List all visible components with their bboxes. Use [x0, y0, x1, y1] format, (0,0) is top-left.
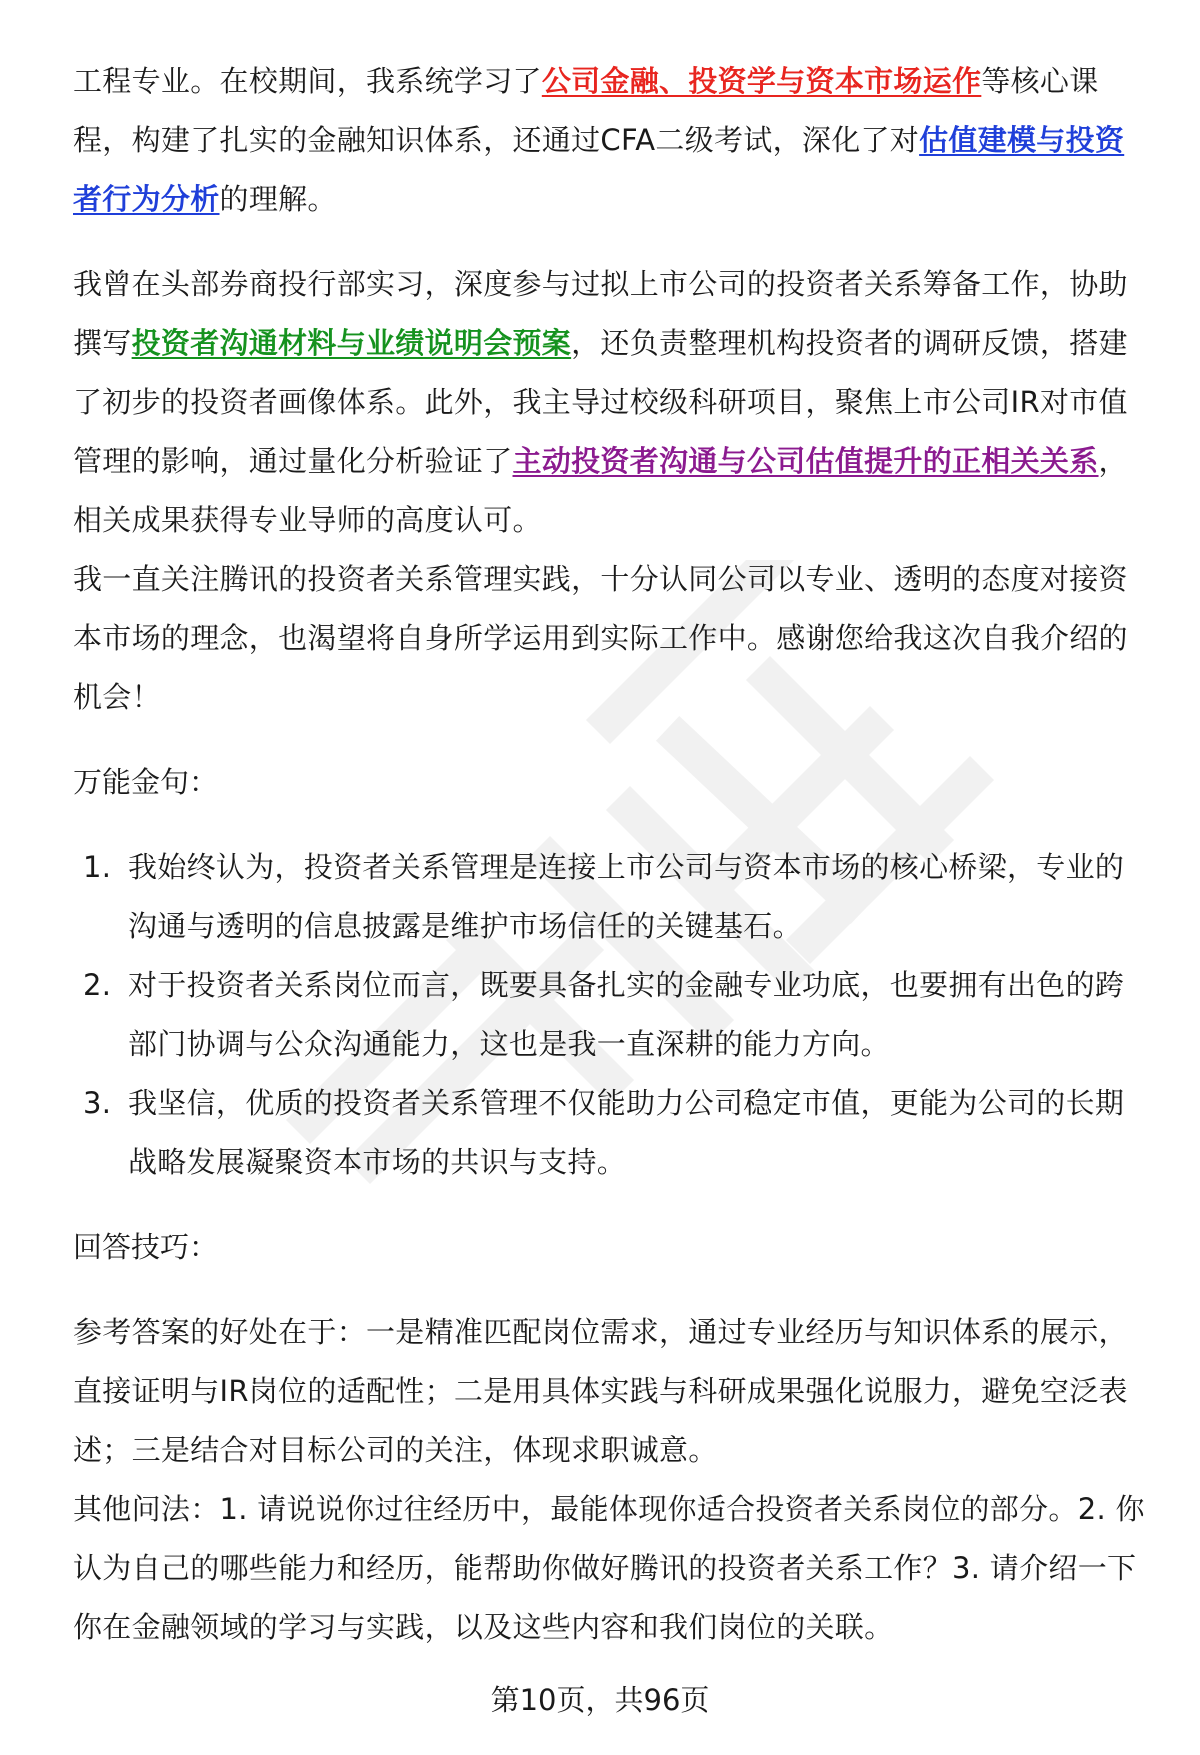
highlight-corporate-finance: 公司金融、投资学与资本市场运作	[541, 64, 982, 98]
golden-sentences-list	[73, 838, 1153, 1192]
highlight-investor-materials: 投资者沟通材料与业绩说明会预案	[131, 326, 572, 360]
document-body	[73, 52, 1153, 1657]
list-item: 3. 我坚信，优质的投资者关系管理不仅能助力公司稳定市值，更能为公司的长期战略发展凝聚资本市场的共识与支持。	[83, 1086, 1125, 1179]
paragraph-internship: 我曾在头部券商投行部实习，深度参与过拟上市公司的投资者关系筹备工作，协助撰写投资者沟通材料与业绩说明会预案，还负责整理机构投资者的调研反馈，搭建了初步的投资者画像体系。此外，我主导过校级科研项目，聚焦上市公司IR对市值管理的影响，通过量化分析验证了主动投资者沟通与公司估值提升的正相关关系，相关成果获得专业导师的高度认可。	[73, 267, 1128, 537]
answer-tips-text: 参考答案的好处在于：一是精准匹配岗位需求，通过专业经历与知识体系的展示，直接证明与IR岗位的适配性；二是用具体实践与科研成果强化说服力，避免空泛表述；三是结合对目标公司的关注，体现求职诚意。	[73, 1315, 1128, 1467]
answer-tips-title: 回答技巧：	[73, 1230, 219, 1264]
highlight-positive-correlation: 主动投资者沟通与公司估值提升的正相关关系	[512, 444, 1099, 478]
list-item: 2. 对于投资者关系岗位而言，既要具备扎实的金融专业功底，也要拥有出色的跨部门协调与公众沟通能力，这也是我一直深耕的能力方向。	[83, 968, 1125, 1061]
paragraph-closing: 我一直关注腾讯的投资者关系管理实践，十分认同公司以专业、透明的态度对接资本市场的理念，也渴望将自身所学运用到实际工作中。感谢您给我这次自我介绍的机会！	[73, 562, 1128, 714]
other-questions-text: 其他问法：1. 请说说你过往经历中，最能体现你适合投资者关系岗位的部分。2. 你认为自己的哪些能力和经历，能帮助你做好腾讯的投资者关系工作？3. 请介绍一下你在金融领域的学习与实践，以及这些内容和我们岗位的关联。	[73, 1492, 1145, 1644]
highlight-valuation-modeling: 估值建模与投资者行为分析	[73, 123, 1125, 216]
page-footer: 第10页，共96页	[490, 1683, 710, 1717]
paragraph-education: 工程专业。在校期间，我系统学习了公司金融、投资学与资本市场运作等核心课程，构建了扎实的金融知识体系，还通过CFA二级考试，深化了对估值建模与投资者行为分析的理解。	[73, 64, 1125, 216]
golden-sentences-title: 万能金句：	[73, 765, 219, 799]
list-item: 1. 我始终认为，投资者关系管理是连接上市公司与资本市场的核心桥梁，专业的沟通与透明的信息披露是维护市场信任的关键基石。	[83, 850, 1125, 943]
